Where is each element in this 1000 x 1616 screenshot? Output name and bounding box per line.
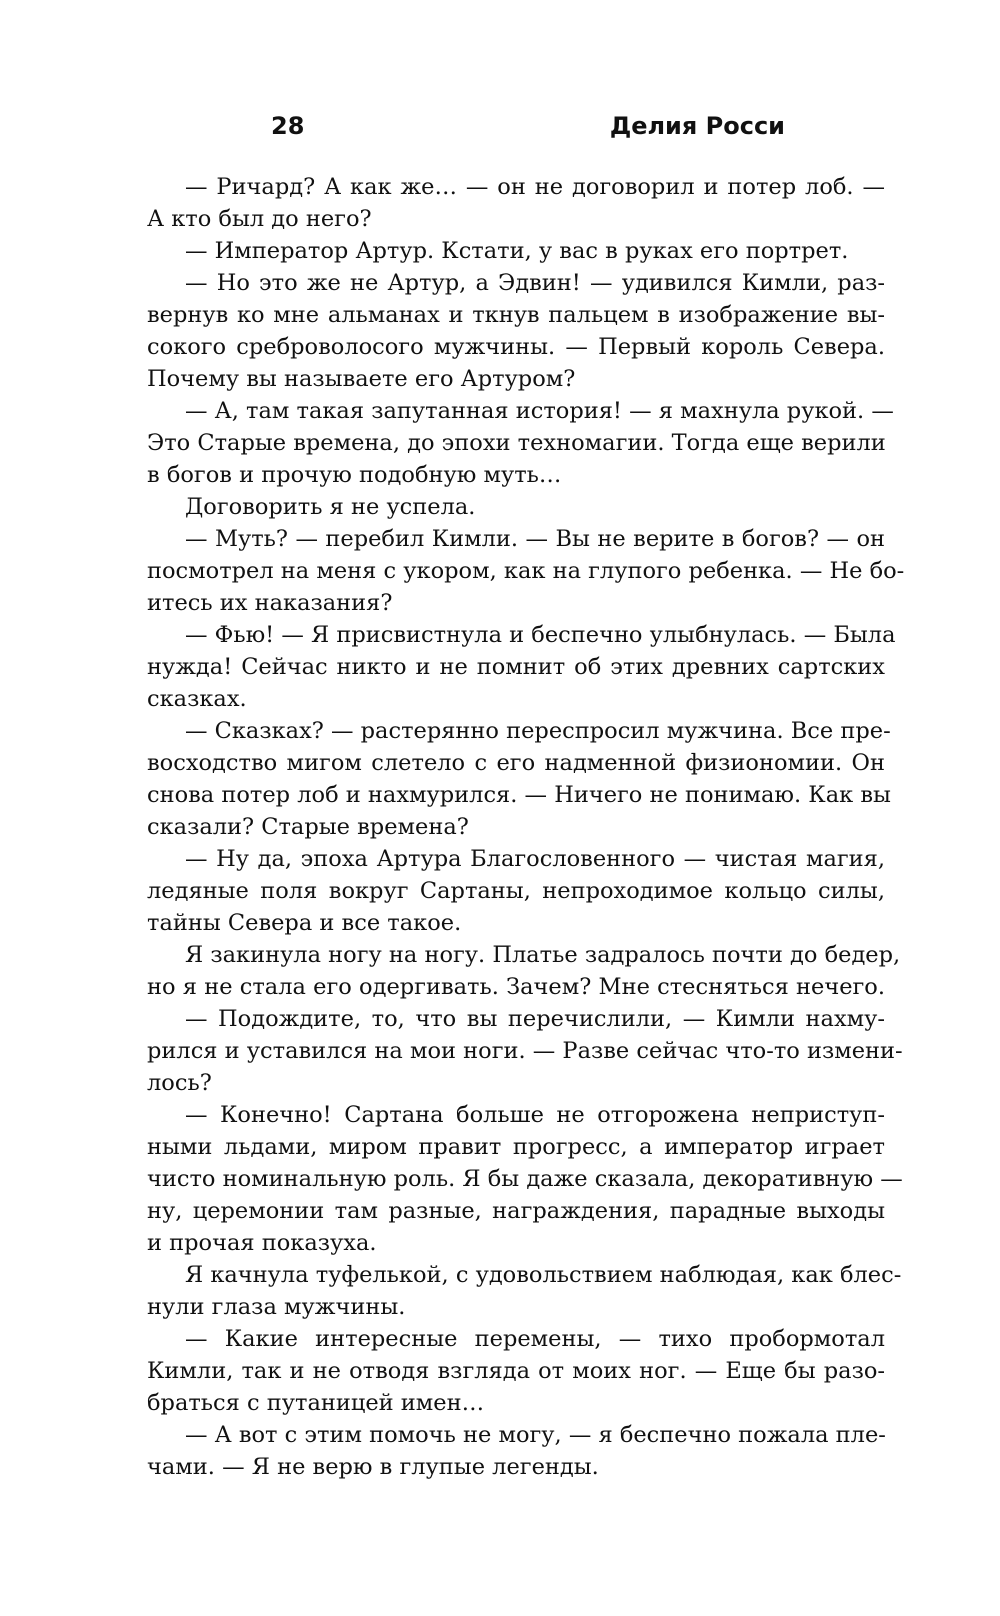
text-line: — Фью! — Я присвистнула и беспечно улыбнулась. — Была [185, 622, 896, 648]
text-line: вернув ко мне альманах и ткнув пальцем в изображение вы- [147, 302, 885, 328]
text-line: — А вот с этим помочь не могу, — я беспечно пожала пле- [185, 1422, 886, 1448]
text-line: итесь их наказания? [147, 590, 393, 616]
text-line: восходство мигом слетело с его надменной физиономии. Он [147, 750, 885, 776]
text-line: — Подождите, то, что вы перечислили, — Кимли нахму- [185, 1006, 885, 1032]
running-head [271, 108, 785, 144]
text-line: ледяные поля вокруг Сартаны, непроходимое кольцо силы, [147, 878, 885, 904]
text-line: Это Старые времена, до эпохи техномагии. Тогда еще верили [147, 430, 886, 456]
text-line: лось? [147, 1070, 212, 1096]
text-line: нули глаза мужчины. [147, 1294, 406, 1320]
text-line: Договорить я не успела. [185, 494, 476, 520]
text-line: чами. — Я не верю в глупые легенды. [147, 1454, 599, 1480]
text-line: чисто номинальную роль. Я бы даже сказала, декоративную — [147, 1166, 903, 1192]
text-line: — Ричард? А как же… — он не договорил и потер лоб. — [185, 174, 885, 200]
text-line: сказали? Старые времена? [147, 814, 469, 840]
text-line: рился и уставился на мои ноги. — Разве сейчас что-то измени- [147, 1038, 903, 1064]
text-line: но я не стала его одергивать. Зачем? Мне стесняться нечего. [147, 974, 885, 1000]
book-author: Делия Росси [609, 112, 785, 140]
text-line: Почему вы называете его Артуром? [147, 366, 576, 392]
text-line: — Конечно! Сартана больше не отгорожена неприступ- [185, 1102, 885, 1128]
text-line: — Император Артур. Кстати, у вас в руках его портрет. [185, 238, 849, 264]
text-line: снова потер лоб и нахмурился. — Ничего не понимаю. Как вы [147, 782, 891, 808]
text-line: сказках. [147, 686, 247, 712]
text-line: в богов и прочую подобную муть… [147, 462, 562, 488]
text-line: тайны Севера и все такое. [147, 910, 462, 936]
text-line: и прочая показуха. [147, 1230, 377, 1256]
page-number: 28 [271, 112, 305, 140]
text-line: А кто был до него? [147, 206, 372, 232]
text-line: — Сказках? — растерянно переспросил мужчина. Все пре- [185, 718, 891, 744]
text-line: — Какие интересные перемены, — тихо пробормотал [185, 1326, 885, 1352]
text-line: Я качнула туфелькой, с удовольствием наблюдая, как блес- [185, 1262, 902, 1288]
text-line: ными льдами, миром правит прогресс, а император играет [147, 1134, 885, 1160]
text-line: ну, церемонии там разные, награждения, парадные выходы [147, 1198, 885, 1224]
text-line: Кимли, так и не отводя взгляда от моих ног. — Еще бы разо- [147, 1358, 885, 1384]
text-line: нужда! Сейчас никто и не помнит об этих древних сартских [147, 654, 885, 680]
text-line: браться с путаницей имен… [147, 1390, 485, 1416]
text-line: сокого сребровoлосого мужчины. — Первый король Севера. [147, 334, 885, 360]
text-line: — Ну да, эпоха Артура Благословенного — чистая магия, [185, 846, 885, 872]
body-text [147, 171, 905, 1483]
text-line: — Но это же не Артур, а Эдвин! — удивился Кимли, раз- [185, 270, 885, 296]
text-line: Я закинула ногу на ногу. Платье задралось почти до бедер, [185, 942, 901, 968]
text-line: — Муть? — перебил Кимли. — Вы не верите в богов? — он [185, 526, 885, 552]
text-line: — А, там такая запутанная история! — я махнула рукой. — [185, 398, 894, 424]
text-line: посмотрел на меня с укором, как на глупого ребенка. — Не бо- [147, 558, 905, 584]
